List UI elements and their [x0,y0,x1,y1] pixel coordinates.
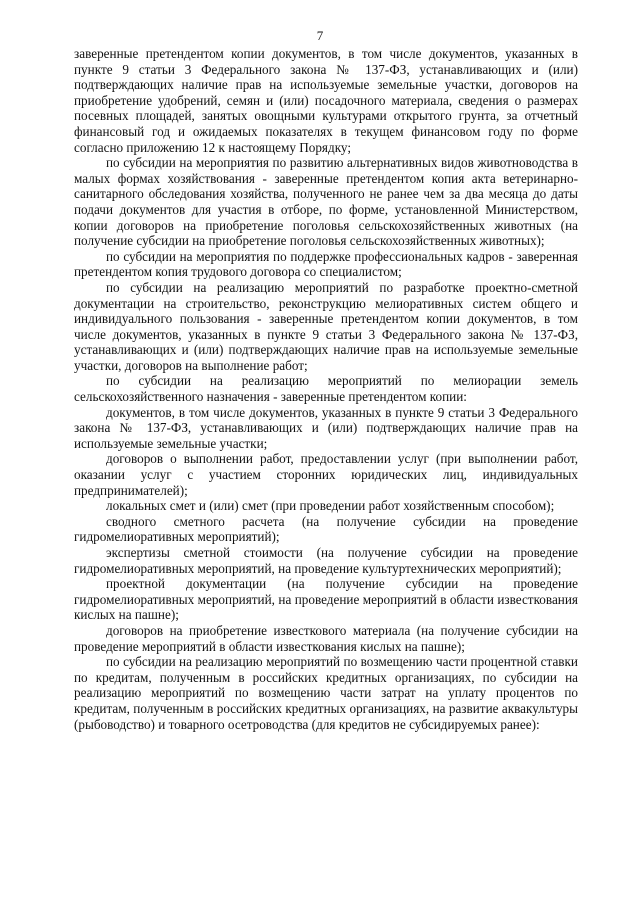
paragraph-land-reclamation-subsidy: по субсидии на реализацию мероприятий по мелиорации земель сельскохозяйственного назначения - заверенные претендентом копии: [74,373,578,405]
paragraph-summary-estimate: сводного сметного расчета (на получение субсидии на проведение гидромелиоративных мероприятий); [74,513,578,545]
paragraph-local-estimates: локальных смет и (или) смет (при проведении работ хозяйственным способом); [106,498,555,514]
paragraph-personnel-subsidy: по субсидии на мероприятия по поддержке профессиональных кадров - заверенная претендентом копия трудового договора со специалистом; [74,248,578,280]
page-number: 7 [316,28,324,43]
paragraph-project-docs: проектной документации (на получение субсидии на проведение гидромелиоративных мероприятий, на проведение мероприятий в области известкования кислых на пашне); [74,576,578,623]
paragraph-interest-rate-subsidy: по субсидии на реализацию мероприятий по возмещению части процентной ставки по кредитам, полученным в российских кредитных организациях, по субсидии на реализацию мероприятий по возмещению части затрат на уплату процентов по кредитам, полученным в российских кредитных организациях, на развитие аквакультуры (рыбоводство) и товарного осетроводства (для кредитов не субсидируемых ранее): [74,654,578,732]
paragraph-work-contracts: договоров о выполнении работ, предоставлении услуг (при выполнении работ, оказании услуг с участием сторонних юридических лиц, индивидуальных предпринимателей); [74,451,578,498]
paragraph-land-rights-documents: документов, в том числе документов, указанных в пункте 9 статьи 3 Федерального закона № 137-ФЗ, устанавливающих и (или) подтверждающих наличие прав на используемые земельные участки; [74,404,578,451]
paragraph-alt-livestock-subsidy: по субсидии на мероприятия по развитию альтернативных видов животноводства в малых формах хозяйствования - заверенные претендентом копия акта ветеринарно-санитарного обследования хозяйства, полученного не ранее чем за два месяца до даты подачи документов для участия в отборе, по форме, установленной Министерством, копии договоров на приобретение поголовья сельскохозяйственных животных (на получение субсидии на приобретение поголовья сельскохозяйственных животных); [74,155,578,249]
paragraph-lime-contracts: договоров на приобретение известкового материала (на получение субсидии на проведение мероприятий в области известкования кислых на пашне); [74,622,578,654]
paragraph-cost-expertise: экспертизы сметной стоимости (на получение субсидии на проведение гидромелиоративных мероприятий, на проведение культуртехнических мероприятий); [74,545,578,576]
paragraph-continued: заверенные претендентом копии документов, в том числе документов, указанных в пункте 9 статьи 3 Федерального закона № 137-ФЗ, устанавливающих и (или) подтверждающих наличие прав на используемые земельные участки, договоров на приобретение удобрений, семян и (или) посадочного материала, сведения о размерах посевных площадей, занятых овощными культурами открытого грунта, за отчетный финансовый год и ожидаемых показателях в текущем финансовом году по форме согласно приложению 12 к настоящему Порядку; [74,46,578,155]
paragraph-design-docs-subsidy: по субсидии на реализацию мероприятий по разработке проектно-сметной документации на строительство, реконструкцию мелиоративных систем общего и индивидуального пользования - заверенные претендентом копии документов, в том числе документов, указанных в пункте 9 статьи 3 Федерального закона № 137-ФЗ, устанавливающих и (или) подтверждающих наличие прав на используемые земельные участки, договоров на выполнение работ; [74,279,578,373]
body-text [74,46,578,732]
